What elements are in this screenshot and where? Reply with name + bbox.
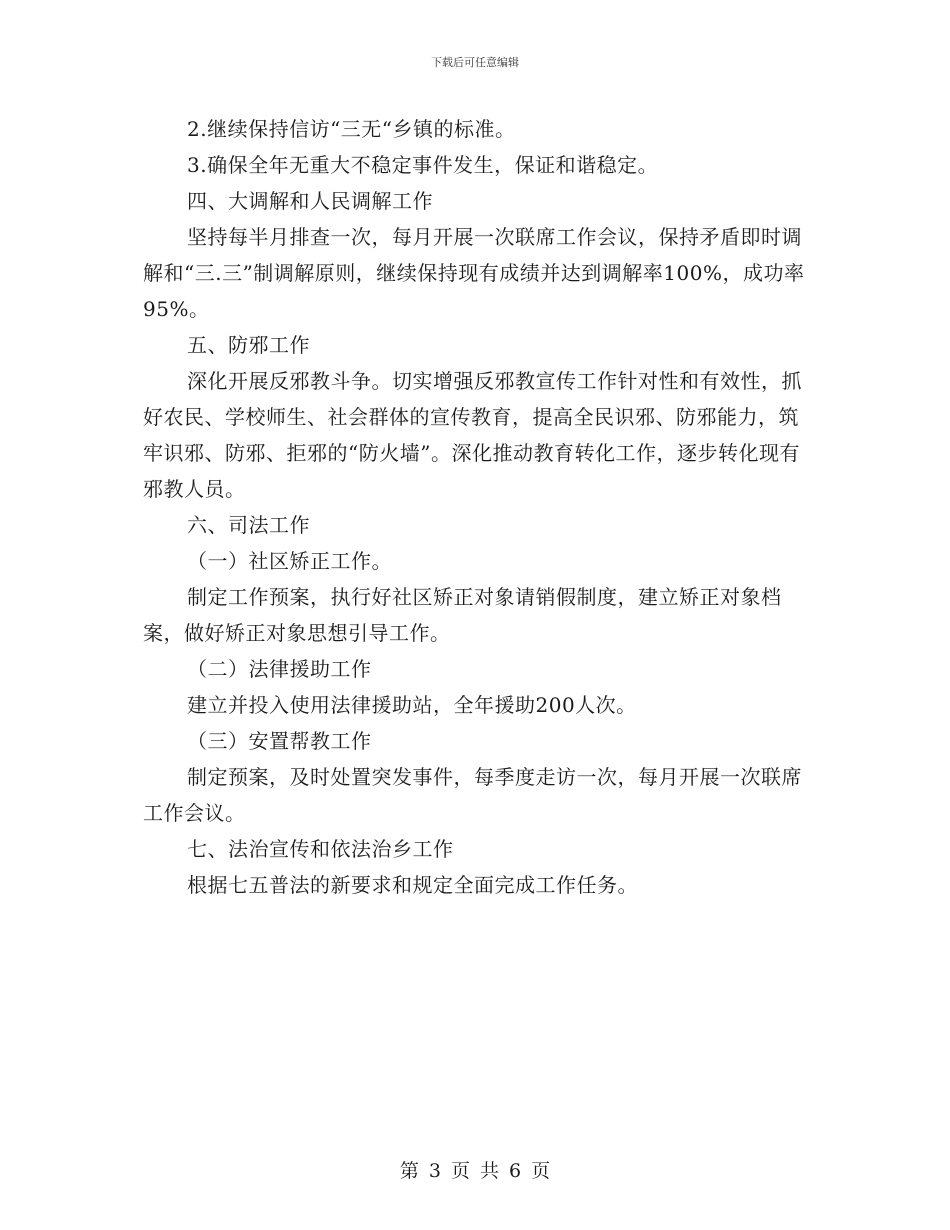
section-heading-7: 七、法治宣传和依法治乡工作 xyxy=(187,837,454,861)
section-heading-5: 五、防邪工作 xyxy=(187,333,310,357)
paragraph-legal-publicity: 根据七五普法的新要求和规定全面完成工作任务。 xyxy=(187,873,638,897)
paragraph-anti-cult: 深化开展反邪教斗争。切实增强反邪教宣传工作针对性和有效性，抓好农民、学校师生、社会群体的宣传教育，提高全民识邪、防邪能力，筑牢识邪、防邪、拒邪的“防火墙”。深化推动教育转化工作，逐步转化现有邪教人员。 xyxy=(143,369,802,501)
paragraph-resettlement: 制定预案，及时处置突发事件，每季度走访一次，每月开展一次联席工作会议。 xyxy=(143,765,802,825)
document-body xyxy=(143,111,808,903)
subsection-heading-2: （二）法律援助工作 xyxy=(187,657,372,681)
section-heading-6: 六、司法工作 xyxy=(187,513,310,537)
section-heading-4: 四、大调解和人民调解工作 xyxy=(187,189,433,213)
subsection-heading-3: （三）安置帮教工作 xyxy=(187,729,372,753)
page-header: 下载后可任意编辑 xyxy=(431,56,519,69)
paragraph-item-3: 3.确保全年无重大不稳定事件发生，保证和谐稳定。 xyxy=(187,153,659,177)
subsection-heading-1: （一）社区矫正工作。 xyxy=(187,549,392,573)
paragraph-mediation: 坚持每半月排查一次，每月开展一次联席工作会议，保持矛盾即时调解和“三.三”制调解原则，继续保持现有成绩并达到调解率100%，成功率95%。 xyxy=(143,225,805,321)
paragraph-community-correction: 制定工作预案，执行好社区矫正对象请销假制度，建立矫正对象档案，做好矫正对象思想引导工作。 xyxy=(143,585,782,645)
paragraph-legal-aid: 建立并投入使用法律援助站，全年援助200人次。 xyxy=(187,693,637,717)
page-number: 第 3 页 共 6 页 xyxy=(399,1160,551,1182)
paragraph-item-2: 2.继续保持信访“三无“乡镇的标准。 xyxy=(187,117,516,141)
